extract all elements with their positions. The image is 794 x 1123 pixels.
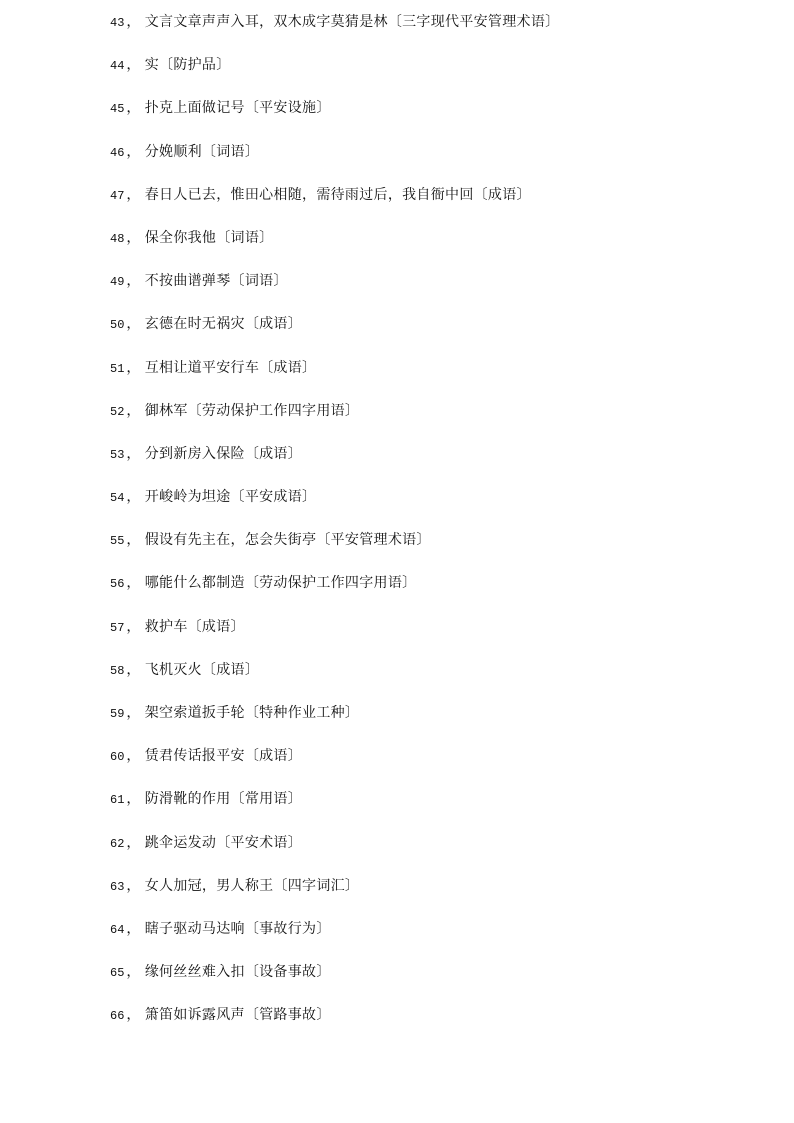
riddle-separator: ，	[126, 402, 141, 419]
riddle-text: 假设有先主在，怎会失街亭〔平安管理术语〕	[144, 532, 431, 549]
riddle-text: 保全你我他〔词语〕	[144, 229, 274, 246]
riddle-separator: ，	[126, 964, 141, 981]
riddle-number: 57	[110, 620, 125, 635]
riddle-separator: ，	[126, 661, 141, 678]
riddle-separator: ，	[126, 316, 141, 333]
riddle-text: 救护车〔成语〕	[144, 618, 245, 635]
riddle-text: 扑克上面做记号〔平安设施〕	[144, 100, 331, 117]
riddle-separator: ，	[126, 834, 141, 851]
riddle-number: 54	[110, 491, 125, 506]
riddle-separator: ，	[126, 57, 141, 74]
riddle-number: 55	[110, 534, 125, 549]
riddle-text: 分到新房入保险〔成语〕	[144, 445, 303, 462]
riddle-item	[110, 140, 770, 183]
riddle-text: 缘何丝丝难入扣〔设备事故〕	[144, 964, 331, 981]
riddle-text: 开峻岭为坦途〔平安成语〕	[144, 489, 317, 506]
riddle-number: 44	[110, 59, 125, 74]
riddle-text: 架空索道扳手轮〔特种作业工种〕	[144, 705, 360, 721]
riddle-separator: ，	[126, 229, 141, 246]
riddle-list	[110, 10, 770, 1047]
riddle-text: 文言文章声声入耳，双木成字莫猜是林〔三字现代平安管理术语〕	[144, 14, 560, 30]
riddle-item	[110, 571, 770, 614]
riddle-text: 春日人已去，惟田心相随，需待雨过后，我自衙中回〔成语〕	[144, 186, 531, 203]
riddle-text: 哪能什么都制造〔劳动保护工作四字用语〕	[144, 575, 417, 592]
riddle-item	[110, 917, 770, 960]
riddle-item	[110, 528, 770, 571]
riddle-item	[110, 10, 770, 53]
riddle-item	[110, 312, 770, 355]
riddle-number: 50	[110, 318, 125, 333]
riddle-item	[110, 701, 770, 744]
riddle-separator: ，	[126, 618, 141, 635]
riddle-separator: ，	[126, 920, 141, 937]
riddle-item	[110, 831, 770, 874]
riddle-item	[110, 96, 770, 139]
riddle-number: 62	[110, 836, 125, 851]
riddle-item	[110, 615, 770, 658]
riddle-separator: ，	[126, 143, 141, 160]
riddle-number: 61	[110, 793, 125, 808]
riddle-separator: ，	[126, 877, 141, 894]
riddle-number: 45	[110, 102, 125, 117]
riddle-number: 46	[110, 145, 125, 160]
riddle-text: 瞎子驱动马达响〔事故行为〕	[144, 920, 331, 937]
riddle-separator: ，	[126, 186, 141, 203]
riddle-item	[110, 53, 770, 96]
riddle-item	[110, 960, 770, 1003]
riddle-separator: ，	[126, 273, 141, 290]
riddle-separator: ，	[126, 575, 141, 592]
riddle-item	[110, 442, 770, 485]
riddle-text: 赁君传话报平安〔成语〕	[144, 748, 303, 765]
riddle-separator: ，	[126, 359, 141, 376]
riddle-number: 47	[110, 188, 125, 203]
riddle-item	[110, 226, 770, 269]
riddle-item	[110, 399, 770, 442]
riddle-number: 48	[110, 231, 125, 246]
riddle-separator: ，	[126, 532, 141, 549]
riddle-separator: ，	[126, 100, 141, 117]
riddle-item	[110, 183, 770, 226]
riddle-number: 51	[110, 361, 125, 376]
riddle-text: 防滑靴的作用〔常用语〕	[144, 791, 303, 808]
riddle-text: 跳伞运发动〔平安术语〕	[144, 834, 303, 851]
riddle-item	[110, 874, 770, 917]
riddle-number: 49	[110, 275, 125, 290]
riddle-number: 58	[110, 663, 125, 678]
riddle-separator: ，	[126, 791, 141, 808]
riddle-number: 43	[110, 16, 125, 30]
riddle-text: 玄德在时无祸灾〔成语〕	[144, 316, 303, 333]
riddle-text: 分娩顺利〔词语〕	[144, 143, 260, 160]
riddle-separator: ，	[126, 14, 141, 30]
riddle-item	[110, 744, 770, 787]
riddle-number: 59	[110, 707, 125, 721]
riddle-number: 56	[110, 577, 125, 592]
riddle-number: 64	[110, 922, 125, 937]
riddle-number: 53	[110, 447, 125, 462]
riddle-number: 60	[110, 750, 125, 765]
riddle-text: 女人加冠，男人称王〔四字词汇〕	[144, 877, 360, 894]
riddle-item	[110, 269, 770, 312]
riddle-separator: ，	[126, 445, 141, 462]
riddle-text: 互相让道平安行车〔成语〕	[144, 359, 317, 376]
riddle-separator: ，	[126, 489, 141, 506]
riddle-item	[110, 485, 770, 528]
riddle-separator: ，	[126, 1007, 141, 1024]
riddle-text: 箫笛如诉露风声〔管路事故〕	[144, 1007, 331, 1024]
riddle-item	[110, 1003, 770, 1046]
riddle-separator: ，	[126, 748, 141, 765]
riddle-text: 飞机灭火〔成语〕	[144, 661, 260, 678]
riddle-text: 御林军〔劳动保护工作四字用语〕	[144, 402, 360, 419]
riddle-text: 不按曲谱弹琴〔词语〕	[144, 273, 288, 290]
riddle-number: 63	[110, 879, 125, 894]
riddle-text: 实〔防护品〕	[144, 57, 231, 74]
riddle-number: 66	[110, 1009, 125, 1024]
riddle-separator: ，	[126, 705, 141, 721]
riddle-number: 65	[110, 966, 125, 981]
riddle-number: 52	[110, 404, 125, 419]
riddle-item	[110, 658, 770, 701]
riddle-item	[110, 356, 770, 399]
riddle-item	[110, 787, 770, 830]
